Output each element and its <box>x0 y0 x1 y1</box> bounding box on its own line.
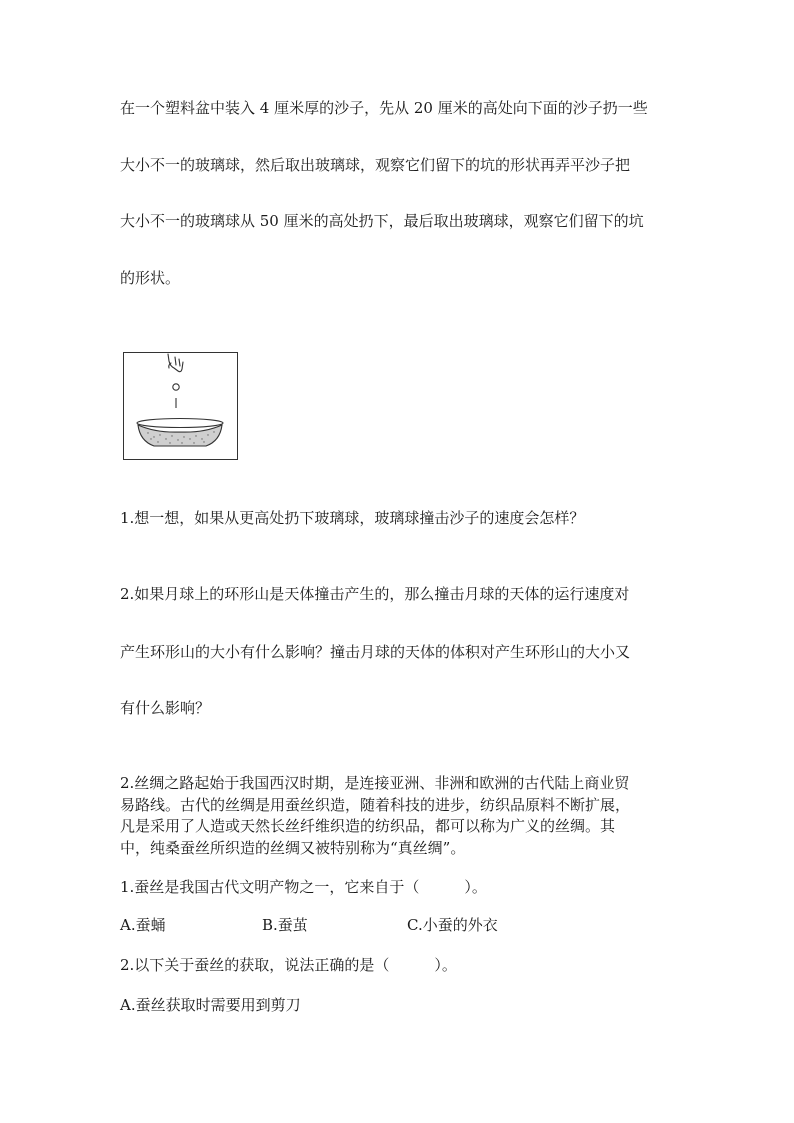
question1-2-line-1: 2.如果月球上的环形山是天体撞击产生的，那么撞击月球的天体的运行速度对 <box>120 585 630 603</box>
question2-1-option-a: A.蚕蛹 <box>120 916 166 934</box>
experiment-figure <box>123 352 238 460</box>
passage2 <box>120 773 680 859</box>
passage1-line-4: 的形状。 <box>120 269 181 287</box>
question1-2-line-3: 有什么影响？ <box>120 699 211 717</box>
question2-1-option-b: B.蚕茧 <box>262 916 308 934</box>
passage1-line-3: 大小不一的玻璃球从 50 厘米的高处扔下，最后取出玻璃球，观察它们留下的坑 <box>120 212 644 230</box>
sand-bowl-icon <box>137 419 223 447</box>
passage2-line-3: 凡是采用了人造或天然长丝纤维织造的纺织品，都可以称为广义的丝绸。其 <box>120 817 616 835</box>
hand-icon <box>168 354 183 372</box>
question2-2: 2.以下关于蚕丝的获取，说法正确的是（ ）。 <box>120 956 457 974</box>
passage1-line-1: 在一个塑料盆中装入 4 厘米厚的沙子，先从 20 厘米的高处向下面的沙子扔一些 <box>120 99 648 117</box>
passage2-line-2: 易路线。古代的丝绸是用蚕丝织造，随着科技的进步，纺织品原料不断扩展， <box>120 795 631 814</box>
question1-1: 1.想一想，如果从更高处扔下玻璃球，玻璃球撞击沙子的速度会怎样？ <box>120 509 585 527</box>
question1-2-line-2: 产生环形山的大小有什么影响？撞击月球的天体的体积对产生环形山的大小又 <box>120 643 631 661</box>
glass-ball-icon <box>173 384 179 408</box>
passage1-line-2: 大小不一的玻璃球，然后取出玻璃球，观察它们留下的坑的形状再弄平沙子把 <box>120 156 631 174</box>
question2-1-option-c: C.小蚕的外衣 <box>407 916 498 934</box>
question2-1: 1.蚕丝是我国古代文明产物之一，它来自于（ ）。 <box>120 878 487 896</box>
passage2-line-4: 中，纯桑蚕丝所织造的丝绸又被特别称为“真丝绸”。 <box>120 838 466 857</box>
passage2-line-1: 2.丝绸之路起始于我国西汉时期，是连接亚洲、非洲和欧洲的古代陆上商业贸 <box>120 774 630 792</box>
question2-2-option-a: A.蚕丝获取时需要用到剪刀 <box>120 996 301 1014</box>
